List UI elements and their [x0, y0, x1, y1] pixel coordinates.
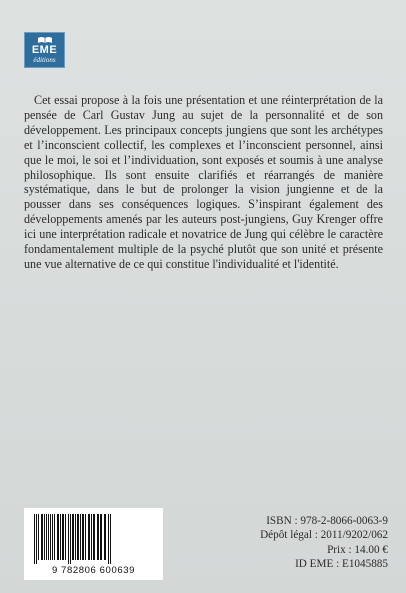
barcode-bars	[33, 514, 154, 564]
publisher-name: EME	[31, 44, 58, 56]
publisher-logo	[24, 32, 65, 68]
publisher-subtitle: éditions	[33, 56, 56, 64]
back-cover-blurb: Cet essai propose à la fois une présentation et une réinterprétation de la pensée de Carl Gustav Jung au sujet de la personnalité et de son développement. Les principaux concepts jungiens que sont les archétypes et l’inconscient collectif, les complexes et l’inconscient personnel, ainsi que le moi, le soi et l’individuation, sont exposés et soumis à une analyse philosophique. Ils sont ensuite clarifiés et réarrangés de manière systématique, dans le but de prolonger la vision jungienne et de la pousser dans ses conséquences logiques. S’inspirant également des développements amenés par les auteurs post-jungiens, Guy Krenger offre ici une interprétation radicale et novatrice de Jung qui célèbre le caractère fondamentalement multiple de la psyché plutôt que son unité et présente une vue alternative de ce qui constitue l'individualité et l'identité.	[24, 93, 383, 271]
isbn-line: ISBN : 978-2-8066-0063-9	[266, 515, 388, 527]
barcode-digits: 9 782806 600639	[52, 565, 135, 576]
price-line: Prix : 14.00 €	[327, 543, 388, 556]
publication-info	[238, 514, 388, 571]
open-book-icon	[37, 36, 53, 44]
id-eme-line: ID EME : E1045885	[295, 557, 388, 570]
isbn-barcode	[24, 508, 163, 580]
depot-legal-line: Dépôt légal : 2011/9202/062	[260, 529, 388, 542]
